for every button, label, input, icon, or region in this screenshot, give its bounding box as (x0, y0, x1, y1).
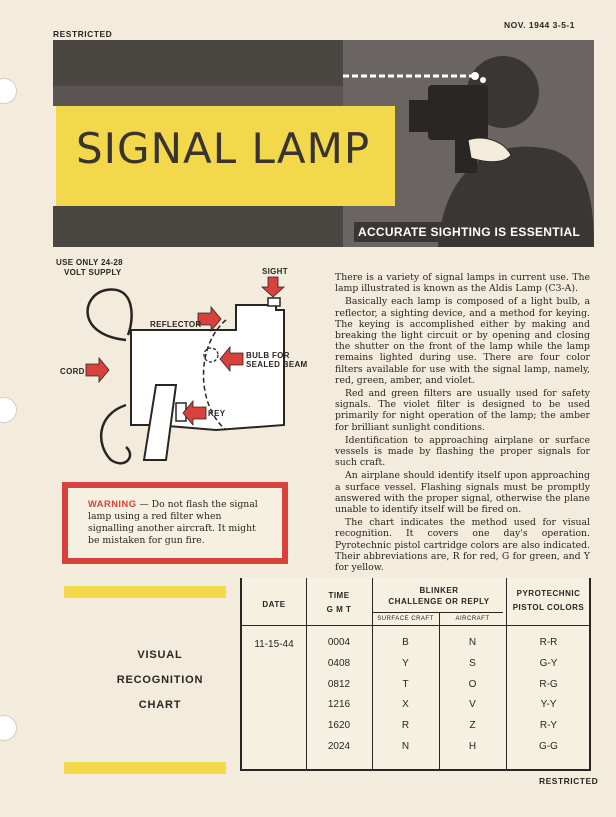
label-bulb-line1: BULB FOR (246, 351, 290, 360)
header-banner (53, 40, 594, 247)
chart-cell-aircraft: N (468, 637, 477, 648)
binder-hole (0, 78, 17, 104)
chart-cell-surface: Y (402, 657, 409, 669)
yellow-bar-bottom (64, 762, 226, 774)
paragraph: There is a variety of signal lamps in current use. The lamp illustrated is known as the Aldis Lamp (C3-A). (335, 272, 590, 295)
body-text (335, 272, 590, 575)
chart-cell-surface: B (402, 637, 409, 648)
title-box (56, 106, 395, 206)
warning-text: Do not flash the signal lamp using a red filter when signalling another aircraft. It might be mistaken for gun fire. (88, 499, 258, 546)
illustration-caption: ACCURATE SIGHTING IS ESSENTIAL (354, 222, 584, 242)
paragraph: Basically each lamp is composed of a light bulb, a reflector, a sighting device, and a method for keying. The keying is accomplished either by making and breaking the light circuit or by opening and closing the shutter on the front of the lamp while the lamp remains lighted during use. There are four color filters available for use with the signal lamp, namely, red, green, amber, and violet. (335, 296, 590, 386)
chart-cell-aircraft: Z (469, 720, 476, 732)
recognition-chart (240, 578, 591, 771)
warning-box (62, 482, 288, 564)
paragraph: Identification to approaching airplane or surface vessels is made by flashing the proper signals for such craft. (335, 434, 590, 469)
label-key: KEY (208, 409, 226, 418)
supply-note-line2: VOLT SUPPLY (64, 268, 122, 277)
chart-cell-time: 1620 (327, 720, 351, 732)
date-code: NOV. 1944 3-5-1 (504, 20, 575, 30)
binder-hole (0, 715, 17, 741)
chart-cell-surface: X (402, 699, 409, 711)
header-blinker-line2: CHALLENGE OR REPLY (388, 597, 490, 606)
chart-cell-time: 2024 (327, 741, 351, 752)
header-surface-craft: SURFACE CRAFT (377, 616, 434, 622)
page-title: SIGNAL LAMP (76, 124, 371, 173)
binder-hole (0, 397, 17, 423)
chart-cell-surface: T (402, 678, 409, 690)
chart-cell-surface: R (401, 720, 410, 732)
chart-cell-surface: N (401, 741, 410, 752)
label-cord: CORD (60, 367, 85, 376)
chart-title-line: VISUAL (137, 649, 183, 661)
warning-dash: — (136, 499, 152, 510)
label-bulb-line2: SEALED BEAM (246, 360, 308, 369)
paragraph: The chart indicates the method used for visual recognition. It covers one day's operation. Pyrotechnic pistol cartridge colors are also indicated. Their abbreviations are, R for red, G for green, and Y for yellow. (335, 517, 590, 574)
chart-cell-time: 1216 (327, 699, 351, 711)
header-aircraft: AIRCRAFT (455, 616, 490, 622)
label-reflector: REFLECTOR (150, 320, 202, 329)
paragraph: An airplane should identify itself upon approaching a surface vessel. Flashing signals must be promptly answered with the proper signal, otherwise the plane unable to identify itself will be fired on. (335, 470, 590, 516)
paragraph: Red and green filters are usually used for safety signals. The violet filter is designed to be used primarily for night operation of the lamp; the amber for brilliant sunlight conditions. (335, 388, 590, 433)
restricted-marking-bottom: RESTRICTED (539, 776, 599, 786)
header-time-line1: TIME (328, 591, 350, 600)
chart-cell-aircraft: H (468, 741, 477, 752)
restricted-marking-top: RESTRICTED (53, 29, 113, 39)
chart-cell-time: 0408 (327, 657, 351, 669)
chart-cell-pyro: R-G (539, 678, 558, 690)
chart-title-line: RECOGNITION (116, 674, 204, 686)
supply-note-line1: USE ONLY 24-28 (56, 258, 123, 267)
chart-cell-aircraft: V (469, 699, 476, 711)
chart-cell-pyro: Y-Y (540, 699, 557, 711)
label-sight: SIGHT (262, 267, 288, 276)
header-pyro-line1: PYROTECHNIC (516, 589, 581, 598)
chart-cell-time: 0812 (327, 678, 351, 690)
chart-cell-pyro: R-Y (539, 720, 558, 732)
header-date: DATE (262, 600, 286, 609)
header-time-line2: G M T (326, 605, 352, 614)
header-pyro-line2: PISTOL COLORS (512, 603, 585, 612)
chart-cell-pyro: R-R (539, 637, 558, 648)
warning-label: WARNING (88, 499, 137, 509)
chart-cell-aircraft: S (469, 657, 476, 669)
header-blinker-line1: BLINKER (419, 586, 459, 595)
date-cell: 11-15-44 (254, 639, 294, 650)
chart-title-line: CHART (138, 699, 182, 711)
chart-cell-time: 0004 (327, 637, 351, 648)
yellow-bar-top (64, 586, 226, 598)
lamp-diagram (56, 265, 336, 480)
chart-cell-aircraft: O (468, 678, 477, 690)
chart-cell-pyro: G-G (539, 741, 558, 752)
chart-cell-pyro: G-Y (539, 657, 558, 669)
